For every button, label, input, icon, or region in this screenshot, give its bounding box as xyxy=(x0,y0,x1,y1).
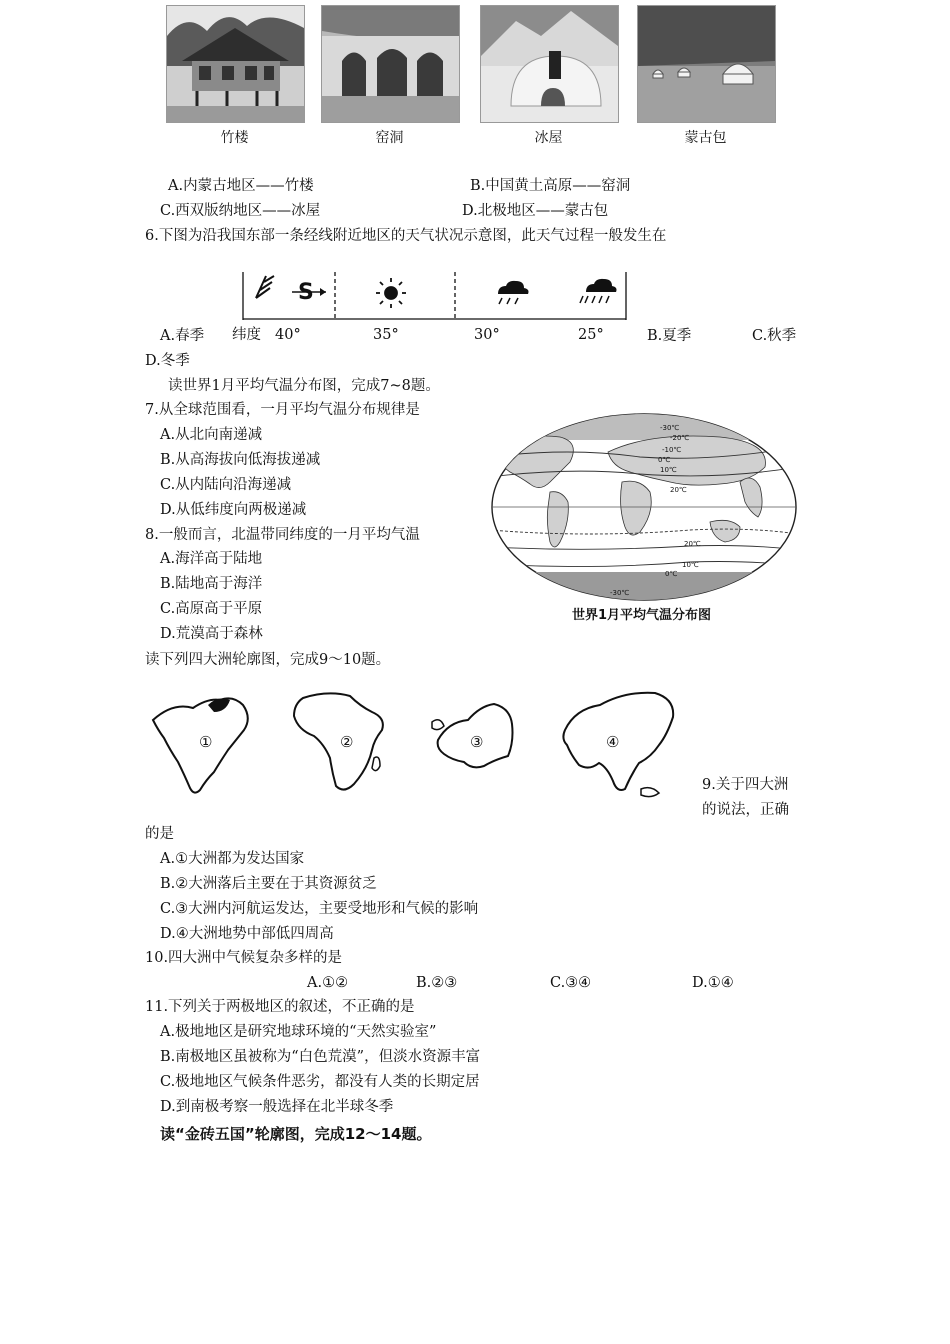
latitude-label: 纬度 xyxy=(232,327,261,343)
photo-caption: 窑洞 xyxy=(375,130,404,146)
photo-caption: 竹楼 xyxy=(220,130,249,146)
q9-stem-part2: 的说法，正确 xyxy=(702,802,789,818)
rain-icon xyxy=(498,281,529,304)
q6-stem: 6.下图为沿我国东部一条经线附近地区的天气状况示意图，此天气过程一般发生在 xyxy=(145,228,667,244)
q7-option: B.从高海拔向低海拔递减 xyxy=(160,452,321,468)
q9-option: D.④大洲地势中部低四周高 xyxy=(160,926,334,942)
q9-option: B.②大洲落后主要在于其资源贫乏 xyxy=(160,876,377,892)
q7-option: A.从北向南递减 xyxy=(160,427,263,443)
isotherm-label: -10℃ xyxy=(662,446,682,454)
isotherm-label: 0℃ xyxy=(665,570,678,578)
q9-stem-part1: 9.关于四大洲 xyxy=(702,777,789,793)
q7-stem: 7.从全球范围看，一月平均气温分布规律是 xyxy=(145,402,420,418)
continent-number: ② xyxy=(340,733,354,751)
photo-caption: 冰屋 xyxy=(534,130,563,146)
q9-option: C.③大洲内河航运发达，主要受地形和气候的影响 xyxy=(160,901,479,917)
q8-option: B.陆地高于海洋 xyxy=(160,576,263,592)
q10-option: A.①② xyxy=(307,975,349,991)
sandstorm-icon xyxy=(292,280,326,305)
q5-option-a: A.内蒙古地区——竹楼 xyxy=(168,178,314,194)
q9-option: A.①大洲都为发达国家 xyxy=(160,851,305,867)
isotherm-label: -30℃ xyxy=(610,589,630,597)
q10-option: C.③④ xyxy=(550,975,592,991)
q6-option-d: D.冬季 xyxy=(145,353,190,369)
map-caption: 世界1月平均气温分布图 xyxy=(572,608,712,623)
q7-option: C.从内陆向沿海递减 xyxy=(160,477,292,493)
weather-diagram xyxy=(240,268,630,320)
intro-9-10: 读下列四大洲轮廓图，完成9～10题。 xyxy=(145,652,391,668)
q5-option-d: D.北极地区——蒙古包 xyxy=(462,203,609,219)
photo-caption: 蒙古包 xyxy=(684,130,727,146)
yurt-photo xyxy=(637,5,776,123)
bamboo-house-photo xyxy=(166,5,305,123)
q8-option: A.海洋高于陆地 xyxy=(160,551,263,567)
isotherm-label: 20℃ xyxy=(684,540,701,548)
q8-stem: 8.一般而言，北温带同纬度的一月平均气温 xyxy=(145,527,420,543)
q8-option: D.荒漠高于森林 xyxy=(160,626,263,642)
q10-option: B.②③ xyxy=(416,975,458,991)
q8-option: C.高原高于平原 xyxy=(160,601,263,617)
q11-option: B.南极地区虽被称为“白色荒漠”，但淡水资源丰富 xyxy=(160,1049,481,1065)
svg-text:S: S xyxy=(298,280,314,305)
q10-stem: 10.四大洲中气候复杂多样的是 xyxy=(145,950,343,966)
latitude-tick: 35° xyxy=(373,327,399,343)
isotherm-label: 0℃ xyxy=(658,456,671,464)
latitude-tick: 40° xyxy=(275,327,301,343)
world-temperature-map xyxy=(490,412,798,602)
isotherm-label: -30℃ xyxy=(660,424,680,432)
q6-option-a: A.春季 xyxy=(160,328,205,344)
q11-option: A.极地地区是研究地球环境的“天然实验室” xyxy=(160,1024,437,1040)
latitude-tick: 25° xyxy=(578,327,604,343)
q7-option: D.从低纬度向两极递减 xyxy=(160,502,307,518)
isotherm-label: -20℃ xyxy=(670,434,690,442)
cold-wave-icon xyxy=(256,276,274,298)
isotherm-label: 10℃ xyxy=(660,466,677,474)
q5-option-b: B.中国黄土高原——窑洞 xyxy=(470,178,631,194)
q10-option: D.①④ xyxy=(692,975,734,991)
continent-number: ① xyxy=(199,733,213,751)
intro-12-14: 读“金砖五国”轮廓图，完成12～14题。 xyxy=(160,1125,432,1143)
igloo-photo xyxy=(480,5,619,123)
latitude-tick: 30° xyxy=(474,327,500,343)
cave-dwelling-photo xyxy=(321,5,460,123)
q11-option: D.到南极考察一般选择在北半球冬季 xyxy=(160,1099,394,1115)
q11-option: C.极地地区气候条件恶劣，都没有人类的长期定居 xyxy=(160,1074,480,1090)
continent-number: ④ xyxy=(606,733,620,751)
q6-option-b: B.夏季 xyxy=(647,328,692,344)
q11-stem: 11.下列关于两极地区的叙述，不正确的是 xyxy=(145,999,415,1015)
continent-number: ③ xyxy=(470,733,484,751)
isotherm-label: 10℃ xyxy=(682,561,699,569)
q6-option-c: C.秋季 xyxy=(752,328,797,344)
sunny-icon xyxy=(376,278,406,308)
heavy-rain-icon xyxy=(580,279,617,303)
isotherm-label: 20℃ xyxy=(670,486,687,494)
intro-7-8: 读世界1月平均气温分布图，完成7~8题。 xyxy=(168,378,440,394)
q9-stem-part3: 的是 xyxy=(145,826,174,842)
q5-option-c: C.西双版纳地区——冰屋 xyxy=(160,203,321,219)
